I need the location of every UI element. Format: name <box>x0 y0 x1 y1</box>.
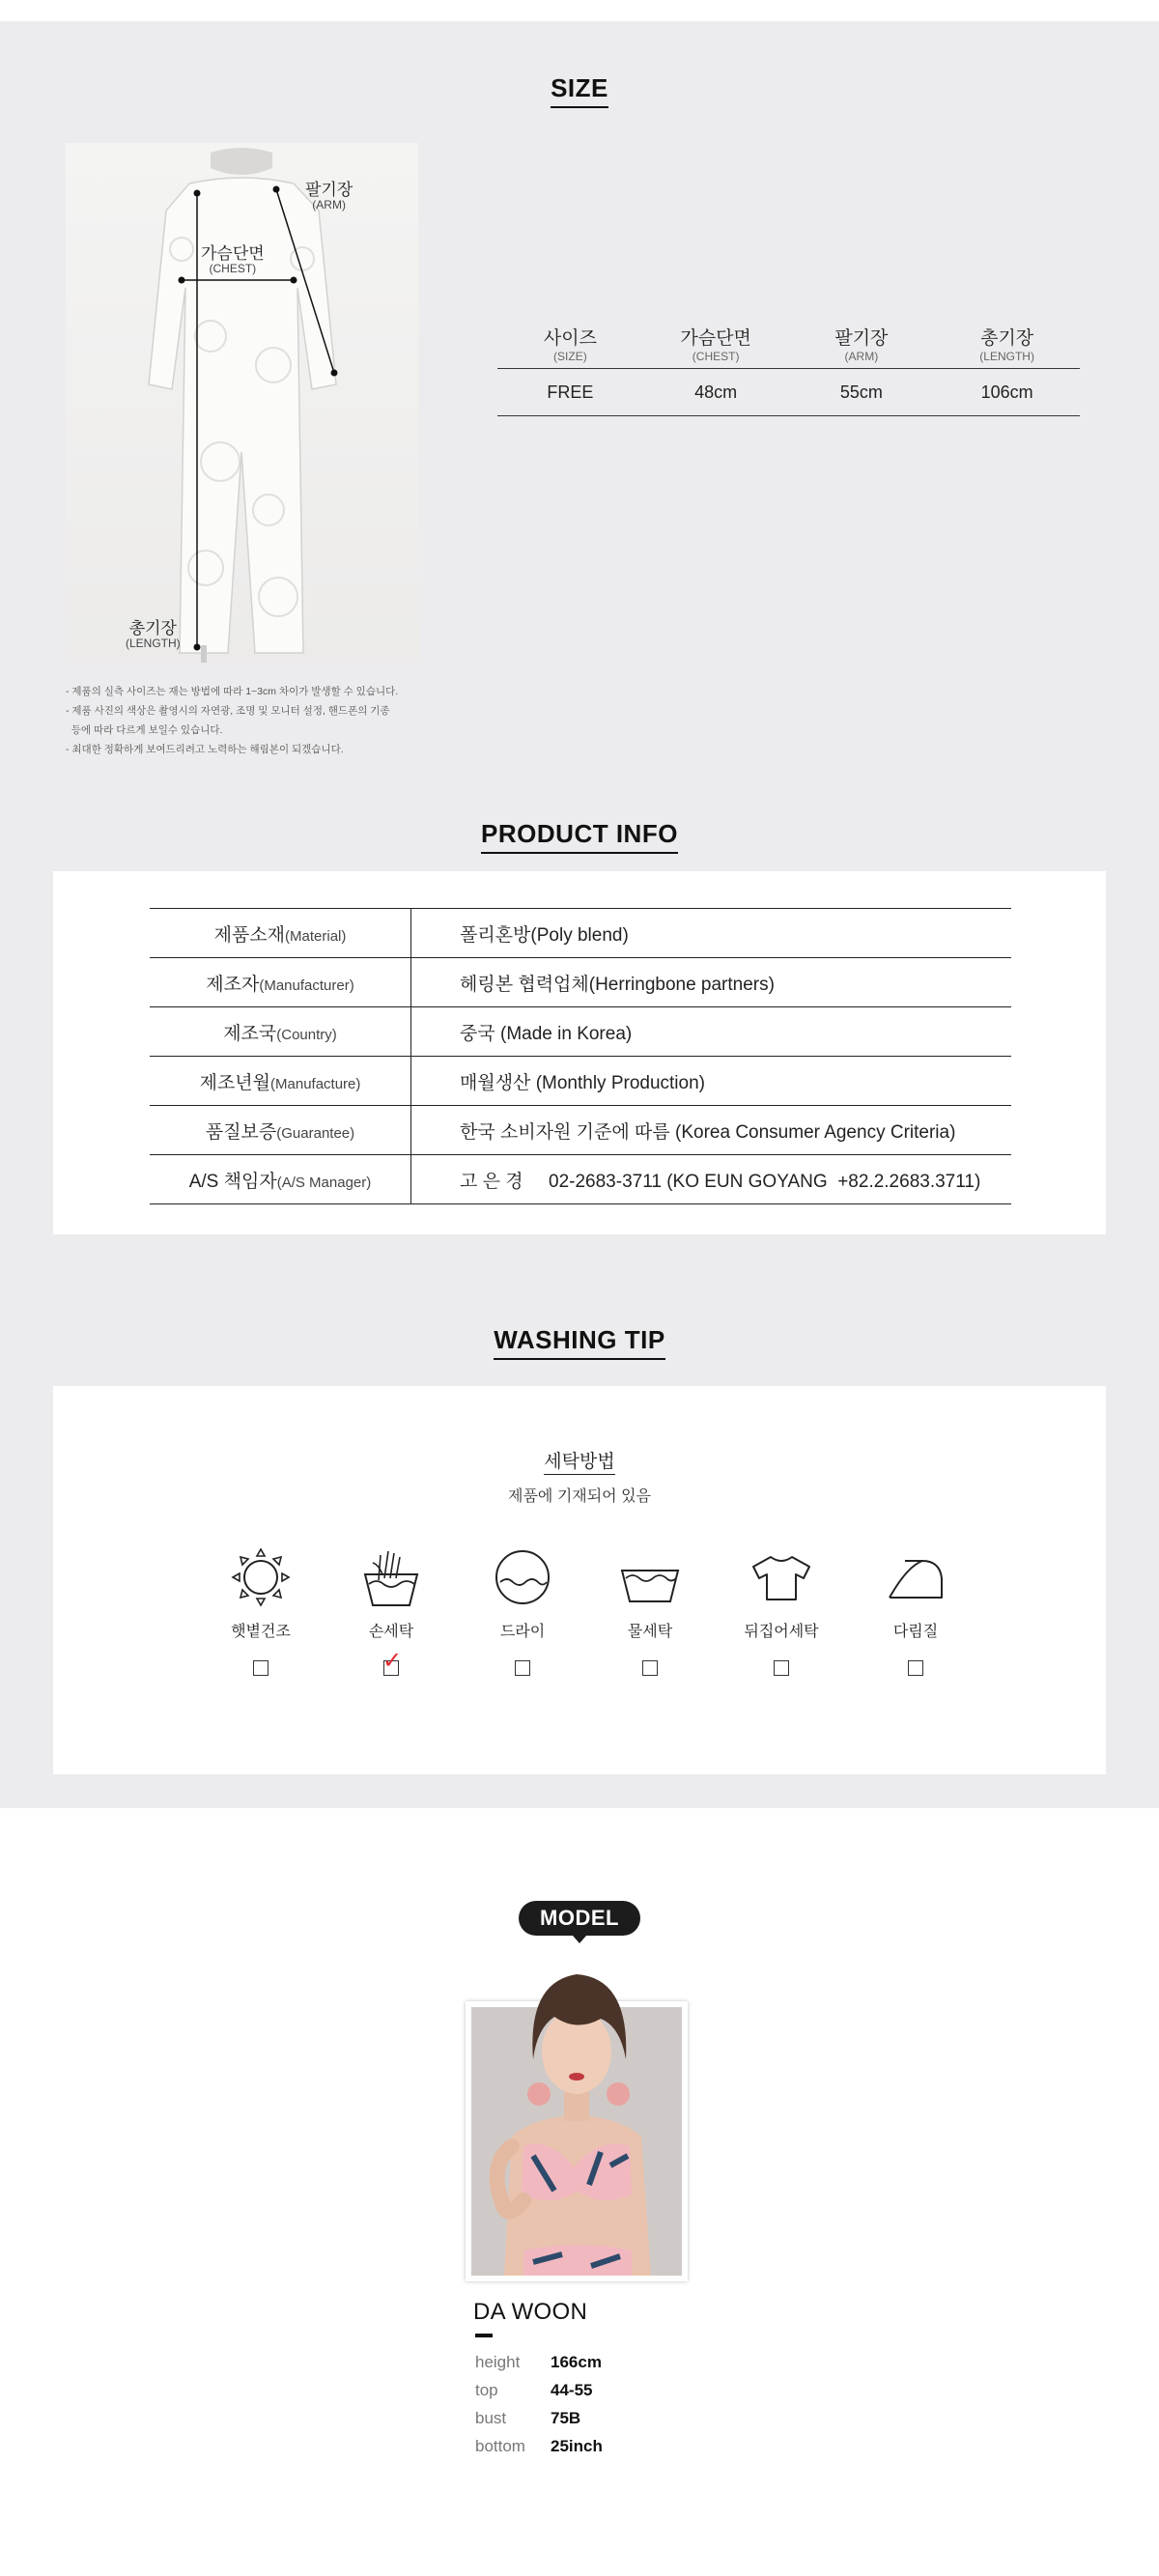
product-info-title: PRODUCT INFO <box>0 819 1159 854</box>
length-label: 총기장 (LENGTH) <box>126 619 181 650</box>
size-header-cell: 가슴단면 (CHEST) <box>643 328 789 369</box>
table-row <box>150 1057 1011 1106</box>
model-portrait <box>466 2001 688 2281</box>
list-item: height 166cm <box>475 2353 602 2371</box>
wash-item-sun-dry: 햇볕건조 <box>208 1545 314 1676</box>
table-row <box>497 369 1080 416</box>
dry-clean-icon <box>491 1545 554 1609</box>
info-label: 제품소재(Material) <box>150 909 411 958</box>
size-header-cell: 사이즈 (SIZE) <box>497 328 643 369</box>
info-label: A/S 책임자(A/S Manager) <box>150 1155 411 1204</box>
table-row <box>150 958 1011 1007</box>
list-item: bottom 25inch <box>475 2437 603 2455</box>
iron-checkbox[interactable] <box>908 1660 923 1676</box>
info-value: 중국 (Made in Korea) <box>411 1007 1012 1057</box>
product-info-table <box>150 908 1011 1204</box>
sun-dry-icon <box>229 1545 293 1609</box>
water-wash-icon <box>618 1545 682 1609</box>
model-name: DA WOON <box>473 2299 588 2325</box>
info-label: 제조년월(Manufacture) <box>150 1057 411 1106</box>
sun-dry-checkbox[interactable] <box>253 1660 269 1676</box>
wash-item-hand-wash: 손세탁 ✓ <box>338 1545 444 1676</box>
length-cell: 106cm <box>934 369 1080 416</box>
info-label: 제조자(Manufacturer) <box>150 958 411 1007</box>
info-value: 한국 소비자원 기준에 따름 (Korea Consumer Agency Criteria) <box>411 1106 1012 1155</box>
washing-tip-title: WASHING TIP <box>0 1325 1159 1360</box>
cardigan-illustration <box>66 143 418 663</box>
hand-wash-checkbox[interactable] <box>382 1648 403 1676</box>
dry-clean-checkbox[interactable] <box>515 1660 530 1676</box>
water-wash-checkbox[interactable] <box>642 1660 658 1676</box>
size-cell: FREE <box>497 369 643 416</box>
arm-label: 팔기장 (ARM) <box>305 181 353 212</box>
chest-cell: 48cm <box>643 369 789 416</box>
hand-wash-icon <box>359 1545 423 1609</box>
size-section-title: SIZE <box>0 73 1159 108</box>
model-badge: MODEL <box>519 1901 640 1936</box>
info-label: 품질보증(Guarantee) <box>150 1106 411 1155</box>
info-value: 폴리혼방(Poly blend) <box>411 909 1012 958</box>
inside-out-checkbox[interactable] <box>774 1660 789 1676</box>
info-value: 고 은 경 02-2683-3711 (KO EUN GOYANG +82.2.2683.3711) <box>411 1155 1012 1204</box>
size-header-cell: 팔기장 (ARM) <box>789 328 935 369</box>
size-table <box>497 328 1080 416</box>
wash-item-inside-out: 뒤집어세탁 <box>728 1545 834 1676</box>
wash-item-water-wash: 물세탁 <box>597 1545 703 1676</box>
info-value: 헤링본 협력업체(Herringbone partners) <box>411 958 1012 1007</box>
wash-item-iron: 다림질 <box>862 1545 969 1676</box>
list-item: bust 75B <box>475 2409 581 2427</box>
washing-subtitle: 세탁방법 <box>0 1447 1159 1473</box>
size-notes: - 제품의 실측 사이즈는 재는 방법에 따라 1~3cm 차이가 발생할 수 있습니다. - 제품 사진의 색상은 촬영시의 자연광, 조명 및 모니터 설정, 핸드폰의 기종 등에 따라 다르게 보일수 있습니다. - 최대한 정확하게 보여드리려고 노력하는 해림본이 되겠습니다. <box>66 686 399 755</box>
info-label: 제조국(Country) <box>150 1007 411 1057</box>
wash-item-dry-clean: 드라이 <box>469 1545 576 1676</box>
garment-size-diagram <box>66 143 418 663</box>
size-header-cell: 총기장 (LENGTH) <box>934 328 1080 369</box>
table-row <box>150 1007 1011 1057</box>
washing-sub2: 제품에 기재되어 있음 <box>508 1488 651 1505</box>
table-row <box>150 1106 1011 1155</box>
size-table-header <box>497 328 1080 369</box>
iron-icon <box>884 1545 947 1609</box>
inside-out-icon <box>749 1545 813 1609</box>
list-item: top 44-55 <box>475 2381 593 2399</box>
table-row <box>150 909 1011 958</box>
chest-label: 가슴단면 (CHEST) <box>201 244 265 275</box>
model-stats <box>475 2353 603 2465</box>
arm-cell: 55cm <box>789 369 935 416</box>
name-divider <box>475 2334 493 2337</box>
table-row <box>150 1155 1011 1204</box>
info-value: 매월생산 (Monthly Production) <box>411 1057 1012 1106</box>
model-photo <box>466 2001 688 2281</box>
check-mark-icon: ✓ <box>382 1648 403 1674</box>
